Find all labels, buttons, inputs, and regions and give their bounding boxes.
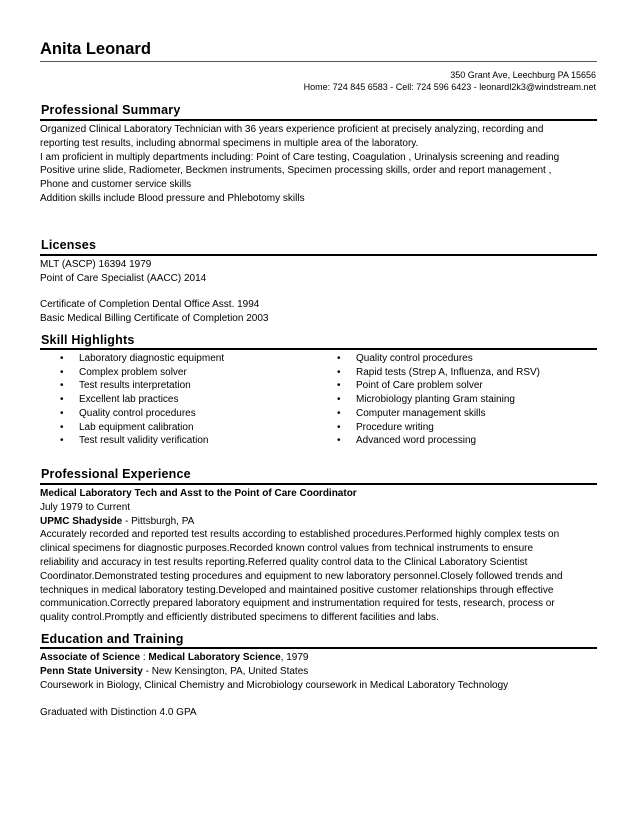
license-item: Certificate of Completion Dental Office Asst. 1994 <box>40 299 260 310</box>
experience-line: techniques in medical laboratory testing.Developed and maintained positive customer relationships through effective <box>40 584 554 596</box>
skills-right-list <box>337 352 540 448</box>
experience-line: clinical specimens for diagnostic purposes.Recorded known control values from technical instruments to ensure <box>40 543 534 555</box>
skills-rule <box>40 348 597 350</box>
header-rule <box>40 61 597 62</box>
coursework-line: Coursework in Biology, Clinical Chemistry and Microbiology coursework in Medical Laboratory Technology <box>40 679 509 691</box>
degree-name: Associate of Science <box>40 652 141 663</box>
licenses-heading: Licenses <box>41 238 97 252</box>
license-item: Basic Medical Billing Certificate of Completion 2003 <box>40 312 269 324</box>
skill-item: • Test results interpretation <box>60 379 224 393</box>
skill-item: • Rapid tests (Strep A, Influenza, and RSV) <box>337 366 540 380</box>
skill-item: • Computer management skills <box>337 407 540 421</box>
address-line: 350 Grant Ave, Leechburg PA 15656 <box>450 70 596 80</box>
skill-item: • Microbiology planting Gram staining <box>337 393 540 407</box>
degree-separator: : <box>140 652 149 663</box>
experience-line: quality control.Promptly and efficiently distributed specimens to different facilities and labs. <box>40 612 439 624</box>
summary-heading: Professional Summary <box>41 103 181 117</box>
skill-item: • Procedure writing <box>337 421 540 435</box>
skill-item: • Excellent lab practices <box>60 393 224 407</box>
skill-item: • Laboratory diagnostic equipment <box>60 352 224 366</box>
honors-line: Graduated with Distinction 4.0 GPA <box>40 707 197 718</box>
experience-block <box>40 487 600 625</box>
candidate-name: Anita Leonard <box>40 40 151 58</box>
job-title: Medical Laboratory Tech and Asst to the Point of Care Coordinator <box>40 488 357 499</box>
degree-line <box>40 651 600 665</box>
skill-item: • Point of Care problem solver <box>337 379 540 393</box>
summary-line: I am proficient in multiply departments including: Point of Care testing, Coagulation , Urinalysis screening and reading <box>40 151 560 163</box>
experience-rule <box>40 483 597 485</box>
skill-item: • Lab equipment calibration <box>60 421 224 435</box>
skills-left-list <box>60 352 224 448</box>
skill-item: • Advanced word processing <box>337 434 540 448</box>
summary-rule <box>40 119 597 121</box>
contact-line: Home: 724 845 6583 - Cell: 724 596 6423 - leonardl2k3@windstream.net <box>303 82 596 92</box>
employer-line <box>40 515 600 529</box>
employer-name: UPMC Shadyside <box>40 515 123 527</box>
job-dates: July 1979 to Current <box>40 501 131 513</box>
school-line <box>40 665 600 679</box>
summary-line: Positive urine slide, Radiometer, Beckmen instruments, Specimen processing skills, order and report management , <box>40 165 552 177</box>
degree-field: Medical Laboratory Science <box>148 652 281 663</box>
skill-item: • Test result validity verification <box>60 434 224 448</box>
licenses-group-2 <box>40 298 600 326</box>
education-block <box>40 651 600 692</box>
summary-line: Organized Clinical Laboratory Technician with 36 years experience proficient at precisely analyzing, recording and <box>40 124 544 135</box>
skill-item: • Quality control procedures <box>337 352 540 366</box>
experience-line: Coordinator.Demonstrated testing procedures and equipment to new laboratory personnel.Closely followed trends and <box>40 570 563 582</box>
education-rule <box>40 647 597 649</box>
experience-line: reliability and accuracy in test results reporting.Referred quality control data to the Clinical Laboratory Scientist <box>40 556 528 568</box>
skill-item: • Complex problem solver <box>60 366 224 380</box>
summary-line: reporting test results, including abnormal specimens in multiple area of the laboratory. <box>40 137 419 149</box>
licenses-group-1 <box>40 258 600 286</box>
degree-year: , 1979 <box>280 652 309 663</box>
school-location: - New Kensington, PA, United States <box>142 665 309 677</box>
school-name: Penn State University <box>40 665 143 677</box>
licenses-rule <box>40 254 597 256</box>
employer-location: - Pittsburgh, PA <box>122 515 195 527</box>
summary-line: Addition skills include Blood pressure and Phlebotomy skills <box>40 192 305 204</box>
education-heading: Education and Training <box>41 632 184 646</box>
experience-heading: Professional Experience <box>41 467 191 481</box>
experience-line: communication.Correctly prepared laboratory equipment and instrumentation required for tests, research, process or <box>40 598 555 610</box>
license-item: MLT (ASCP) 16394 1979 <box>40 259 152 270</box>
experience-line: Accurately recorded and reported test results according to established procedures.Performed highly complex tests on <box>40 529 560 541</box>
skills-heading: Skill Highlights <box>41 333 135 347</box>
license-item: Point of Care Specialist (AACC) 2014 <box>40 272 207 284</box>
summary-text <box>40 123 600 206</box>
skill-item: • Quality control procedures <box>60 407 224 421</box>
summary-line: Phone and customer service skills <box>40 179 192 191</box>
